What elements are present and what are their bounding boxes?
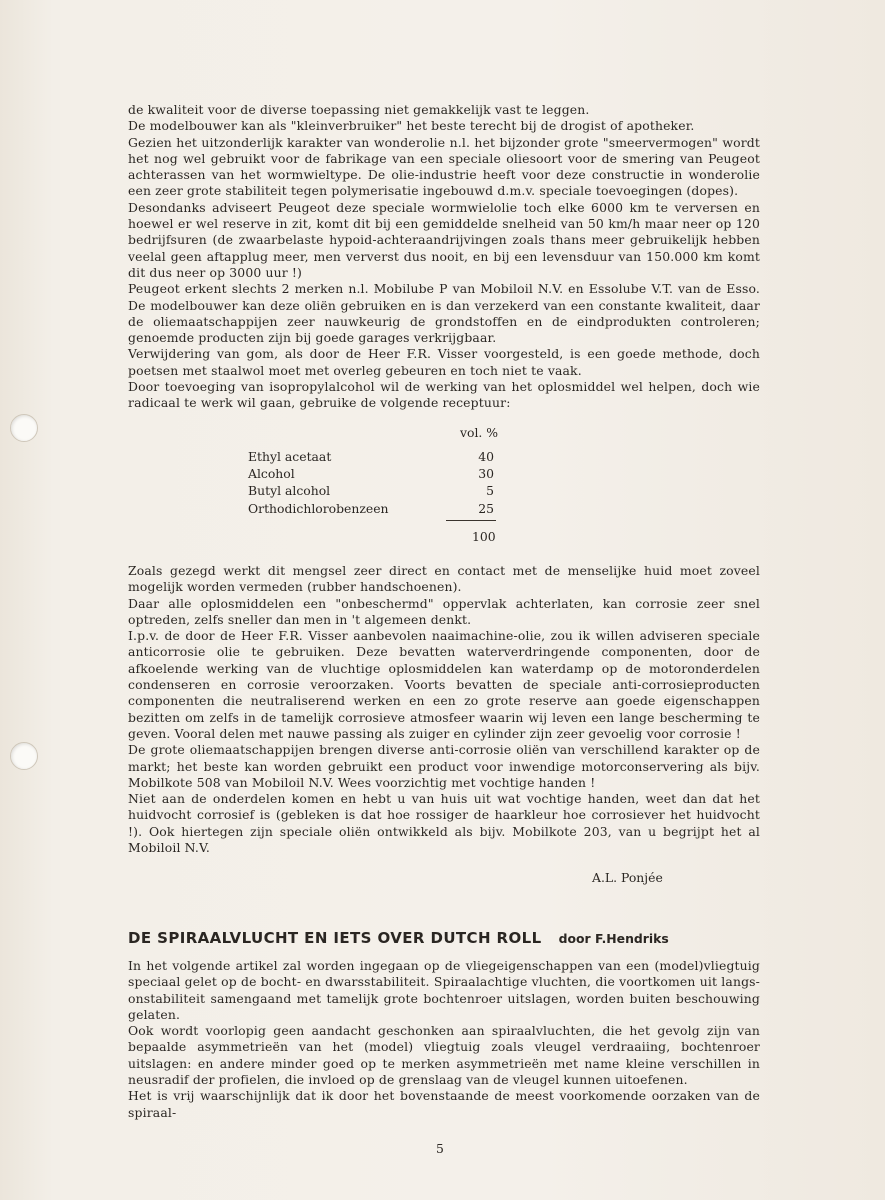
recipe-volume: 40 (478, 449, 494, 464)
recipe-total: 100 (472, 529, 496, 544)
paragraph: Zoals gezegd werkt dit mengsel zeer direct en contact met de menselijke huid moet zoveel mogelijk worden vermeden (rubber handschoenen). (128, 563, 760, 595)
punch-hole-lower (10, 742, 38, 770)
article-heading (128, 928, 669, 947)
punch-hole-upper (10, 414, 38, 442)
article-byline: door F.Hendriks (558, 931, 669, 946)
paragraph: de kwaliteit voor de diverse toepassing niet gemakkelijk vast te leggen. (128, 102, 590, 117)
paragraph: Niet aan de onderdelen komen en hebt u van huis uit wat vochtige handen, weet dan dat het huidvocht corrosief is (gebleken is dat hoe rossiger de haarkleur hoe corrosiever het huidvocht !). Ook hiertegen zijn speciale oliën ontwikkeld als bijv. Mobilkote 203, van u begrijpt het al Mobiloil N.V. (128, 791, 760, 856)
page-number: 5 (436, 1141, 444, 1156)
article-title: DE SPIRAALVLUCHT EN IETS OVER DUTCH ROLL (128, 929, 542, 947)
paragraph: Door toevoeging van isopropylalcohol wil de werking van het oplosmiddel wel helpen, doch wie radicaal te werk wil gaan, gebruike de volgende receptuur: (128, 379, 760, 411)
article-2-body (128, 958, 760, 1121)
article-body-after-recipe (128, 563, 760, 856)
paragraph: Ook wordt voorlopig geen aandacht geschonken aan spiraalvluchten, die het gevolg zijn van bepaalde asymmetrieën van het (model) vliegtuig zoals vleugel verdraaiing, bochtenroer uitslagen: en andere minder goed op te merken asymmetrieën met name kleine verschillen in neusradif der profielen, die invloed op de grenslaag van de vleugel kunnen uitoefenen. (128, 1023, 760, 1088)
recipe-ingredient: Ethyl acetaat (248, 449, 332, 464)
author-signature: A.L. Ponjée (592, 870, 663, 885)
paragraph: Het is vrij waarschijnlijk dat ik door het bovenstaande de meest voorkomende oorzaken van de spiraal- (128, 1088, 760, 1120)
paragraph: I.p.v. de door de Heer F.R. Visser aanbevolen naaimachine-olie, zou ik willen adviseren speciale anticorrosie olie te gebruiken. Deze bevatten waterverdringende componenten, door de afkoelende werking van de vluchtige oplosmiddelen kan waterdamp op de motoronderdelen condenseren en corrosie veroorzaken. Voorts bevatten de speciale anti-corrosieproducten componenten die neutraliserend werken en een zo grote reserve aan goede eigenschappen bezitten om zelfs in de tamelijk corrosieve atmosfeer waarin wij leven een lange bescherming te geven. Vooral delen met nauwe passing als zuiger en cylinder zijn zeer gevoelig voor corrosie ! (128, 628, 760, 741)
paragraph: De grote oliemaatschappijen brengen diverse anti-corrosie oliën van verschillend karakter op de markt; het beste kan worden gebruikt een product voor inwendige motorconservering als bijv. Mobilkote 508 van Mobiloil N.V. Wees voorzichtig met vochtige handen ! (128, 742, 760, 790)
recipe-ingredient: Orthodichlorobenzeen (248, 501, 389, 516)
recipe-column-header: vol. % (460, 425, 499, 440)
article-body-before-recipe (128, 102, 760, 412)
paragraph: Peugeot erkent slechts 2 merken n.l. Mobilube P van Mobiloil N.V. en Essolube V.T. van de Esso. De modelbouwer kan deze oliën gebruiken en is dan verzekerd van een constante kwaliteit, daar de oliemaatschappijen zeer nauwkeurig de grondstoffen en de eindprodukten controleren; genoemde producten zijn bij goede garages verkrijgbaar. (128, 281, 760, 346)
paragraph: Gezien het uitzonderlijk karakter van wonderolie n.l. het bijzonder grote "smeervermogen" wordt het nog wel gebruikt voor de fabrikage van een speciale oliesoort voor de smering van Peugeot achterassen van het wormwieltype. De olie-industrie heeft voor deze constructie in wonderolie een zeer grote stabiliteit tegen polymerisatie ingebouwd d.m.v. speciale toevoegingen (dopes). (128, 134, 760, 199)
paragraph: In het volgende artikel zal worden ingegaan op de vliegeigenschappen van een (model)vliegtuig speciaal gelet op de bocht- en dwarsstabiliteit. Spiraalachtige vluchten, die voortkomen uit langs-onstabiliteit samengaand met tamelijk grote bochtenroer uitslagen, worden buiten beschouwing gelaten. (128, 958, 760, 1022)
paragraph: De modelbouwer kan als "kleinverbruiker" het beste terecht bij de drogist of apotheker. (128, 118, 695, 134)
recipe-ingredient: Butyl alcohol (248, 483, 331, 498)
recipe-volume: 5 (486, 483, 494, 498)
recipe-ingredient: Alcohol (248, 466, 295, 481)
recipe-volume: 25 (478, 501, 494, 516)
recipe-volume: 30 (478, 466, 494, 481)
paragraph: Verwijdering van gom, als door de Heer F.R. Visser voorgesteld, is een goede methode, doch poetsen met staalwol moet met overleg gebeuren en toch niet te vaak. (128, 346, 760, 378)
paragraph: Desondanks adviseert Peugeot deze speciale wormwielolie toch elke 6000 km te verversen en hoewel er wel reserve in zit, komt dit bij een gemiddelde snelheid van 50 km/h maar neer op 120 bedrijfsuren (de zwaarbelaste hypoid-achteraandrijvingen zoals thans meer gebruikelijk hebben veelal geen aftapplug meer, men ververst dus nooit, en bij een levensduur van 150.000 km komt dit dus neer op 3000 uur !) (128, 199, 760, 280)
paragraph: Daar alle oplosmiddelen een "onbeschermd" oppervlak achterlaten, kan corrosie zeer snel optreden, zelfs sneller dan men in 't algemeen denkt. (128, 595, 760, 627)
recipe-sum-rule (446, 520, 496, 521)
